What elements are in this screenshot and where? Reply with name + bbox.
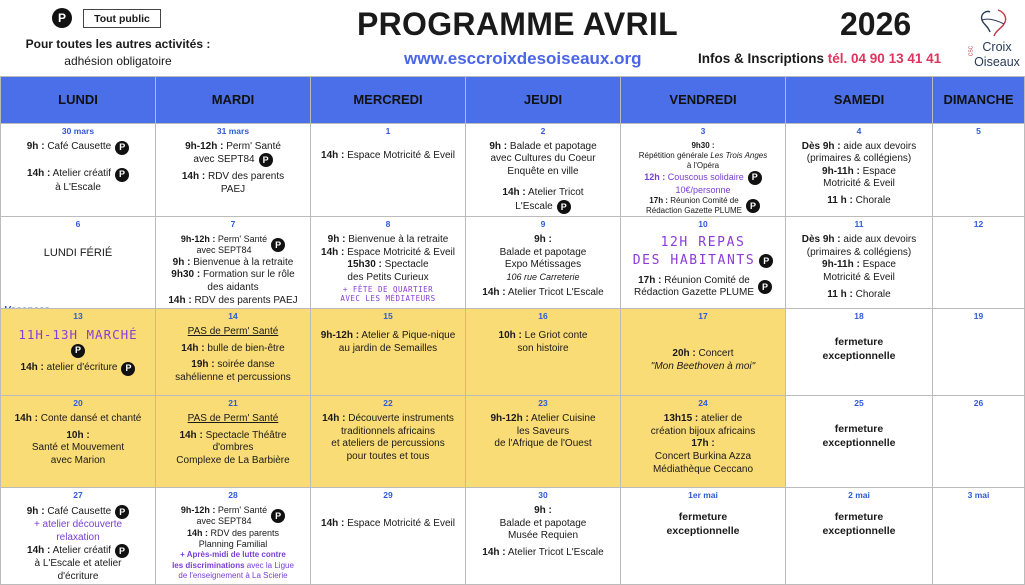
date-number: 3 mai xyxy=(967,490,990,501)
handwritten-note: AVEC LES MÉDIATEURS xyxy=(340,293,436,303)
day-cell-18 xyxy=(786,309,933,396)
event: 15h30 : Spectacle xyxy=(347,259,429,271)
date-number: 21 xyxy=(228,398,238,409)
closed-label: fermeture exceptionnelle xyxy=(822,511,896,537)
date-number: 22 xyxy=(383,398,393,409)
event: Dès 9h : aide aux devoirs xyxy=(801,234,917,246)
p-badge-icon: P xyxy=(115,544,129,558)
week-row-2 xyxy=(1,217,1025,309)
p-badge-icon: P xyxy=(115,141,129,155)
date-number: 30 mars xyxy=(61,126,95,136)
date-number: 10 xyxy=(698,219,708,230)
day-cell-26 xyxy=(933,396,1025,488)
day-header-vendredi: VENDREDI xyxy=(621,77,786,124)
day-cell-3-mai xyxy=(933,488,1025,584)
date-number: 5 xyxy=(976,126,981,136)
day-cell-20: 20 14h : Conte dansé et chanté 10h : Santé et Mouvement avec Marion xyxy=(1,396,156,488)
event: 14h : Conte dansé et chanté xyxy=(14,413,142,425)
day-cell-22: 22 14h : Découverte instruments traditionnels africains et ateliers de percussions pour toutes et tous xyxy=(311,396,466,488)
week-row-1 xyxy=(1,124,1025,217)
website-link[interactable]: www.esccroixdesoiseaux.org xyxy=(404,49,642,68)
event: 9h-12h : Perm' Santé avec SEPT84 P xyxy=(158,234,308,257)
day-cell-30: 30 9h : Balade et papotage Musée Requien 14h : Atelier Tricot L'Escale xyxy=(466,488,621,584)
date-number: 17 xyxy=(698,311,708,322)
event: 9h-12h : Perm' Santé xyxy=(185,140,281,152)
week-row-4 xyxy=(1,396,1025,488)
event: PAS de Perm' Santé xyxy=(187,326,279,338)
event: Répétition générale Les Trois Anges xyxy=(638,150,768,160)
date-number: 27 xyxy=(73,490,83,501)
bird-logo-icon xyxy=(968,6,1024,42)
logo-line2: Oiseaux xyxy=(974,55,1020,69)
event: 11 h : Chorale xyxy=(827,195,891,207)
day-cell-29 xyxy=(311,488,466,584)
day-cell-31-mars: 31 mars 9h-12h : Perm' Santé avec SEPT84 P 14h : RDV des parents PAEJ xyxy=(156,124,311,217)
day-cell-23: 23 9h-12h : Atelier Cuisine les Saveurs de l'Afrique de l'Ouest xyxy=(466,396,621,488)
event: PAS de Perm' Santé xyxy=(187,413,279,425)
event: 14h : Atelier Tricot xyxy=(502,187,584,199)
p-badge-icon: P xyxy=(271,238,285,252)
day-header-mardi: MARDI xyxy=(156,77,311,124)
handwritten-note: 11H-13H MARCHÉ xyxy=(18,327,138,343)
p-badge-icon: P xyxy=(259,153,273,167)
date-number: 6 xyxy=(75,219,81,230)
day-cell-25 xyxy=(786,396,933,488)
logo xyxy=(968,6,1024,70)
date-number: 26 xyxy=(973,398,984,409)
event: 9h : Balade et papotage xyxy=(489,140,597,152)
date-number: 1er mai xyxy=(688,490,718,501)
day-cell-27: 27 9h : Café Causette P + atelier découverte relaxation 14h : Atelier créatif P à L'Escale et atelier d'écriture xyxy=(1,488,156,584)
event: 9h-11h : Espace xyxy=(822,259,896,271)
contact-info xyxy=(698,51,941,66)
event: 9h30 : Formation sur le rôle xyxy=(171,269,295,281)
event: les discriminations avec la Ligue xyxy=(172,560,294,570)
day-cell-8: 8 9h : Bienvenue à la retraite 14h : Espace Motricité & Eveil 15h30 : Spectacle des Petits Curieux + FÊTE DE QUARTIER AVEC LES MÉDIATEURS xyxy=(311,217,466,309)
event: 9h : Bienvenue à la retraite xyxy=(327,234,449,246)
event: 14h : Découverte instruments xyxy=(322,413,454,425)
day-cell-24: 24 13h15 : atelier de création bijoux africains 17h : Concert Burkina Azza Médiathèque Ceccano xyxy=(621,396,786,488)
p-badge-icon: P xyxy=(557,200,571,214)
event: 14h : Espace Motricité & Eveil xyxy=(321,149,455,161)
day-cell-14: 14 PAS de Perm' Santé 14h : bulle de bien-être 19h : soirée danse sahélienne et percussions xyxy=(156,309,311,396)
date-number: 30 xyxy=(538,490,548,501)
event: 14h : RDV des parents PAEJ xyxy=(168,294,298,306)
handwritten-note: DES HABITANTS xyxy=(632,253,756,269)
date-number: 28 xyxy=(228,490,238,501)
calendar-grid xyxy=(0,76,1025,585)
date-number: 31 mars xyxy=(216,126,250,136)
day-cell-4: 4 Dès 9h : aide aux devoirs (primaires & collégiens) 9h-11h : Espace Motricité & Eveil 11 h : Chorale xyxy=(786,124,933,217)
closed-label: fermeture exceptionnelle xyxy=(666,511,740,537)
date-number: 29 xyxy=(383,490,393,501)
event: 13h15 : atelier de xyxy=(663,413,743,425)
p-badge-icon: P xyxy=(121,362,135,376)
event: 17h : Réunion Comité de Rédaction Gazette PLUME P xyxy=(623,275,783,300)
event: 14h : Atelier Tricot L'Escale xyxy=(482,546,604,558)
date-number: 11 xyxy=(854,219,864,230)
p-badge-icon: P xyxy=(52,8,72,28)
page-header xyxy=(0,0,1024,76)
p-badge-icon: P xyxy=(71,344,85,358)
day-header-mercredi: MERCREDI xyxy=(311,77,466,124)
event: 14h : Atelier Tricot L'Escale xyxy=(482,287,604,299)
week-row-5 xyxy=(1,488,1025,584)
day-cell-10 xyxy=(621,217,786,309)
date-number: 2 mai xyxy=(848,490,870,501)
day-cell-1er-mai xyxy=(621,488,786,584)
event: 14h : Spectacle Théâtre xyxy=(179,429,287,441)
day-header-dimanche: DIMANCHE xyxy=(933,77,1025,124)
event: 14h : Atelier créatif P xyxy=(3,168,153,182)
p-badge-icon: P xyxy=(758,280,772,294)
closed-label: fermeture exceptionnelle xyxy=(822,336,896,362)
day-cell-12 xyxy=(933,217,1025,309)
day-cell-6 xyxy=(1,217,156,309)
phone-number: tél. 04 90 13 41 41 xyxy=(827,51,942,66)
date-number: 8 xyxy=(385,219,391,230)
holiday-label: LUNDI FÉRIÉ xyxy=(43,247,113,260)
tout-public-label: Tout public xyxy=(83,9,161,28)
event: 9h-11h : Espace xyxy=(822,165,896,177)
date-number: 2 xyxy=(540,126,546,136)
date-number: 13 xyxy=(73,311,83,322)
event: 17h : Réunion Comité de Rédaction Gazette PLUME P xyxy=(623,196,783,216)
day-header-lundi: LUNDI xyxy=(1,77,156,124)
event: Dès 9h : aide aux devoirs xyxy=(801,140,917,152)
day-cell-1 xyxy=(311,124,466,217)
day-header-jeudi: JEUDI xyxy=(466,77,621,124)
day-cell-19 xyxy=(933,309,1025,396)
p-badge-icon: P xyxy=(115,168,129,182)
weekday-header-row xyxy=(1,77,1025,124)
event: 9h-12h : Atelier Cuisine xyxy=(490,413,596,425)
event: 14h : Atelier créatif P xyxy=(3,544,153,558)
date-number: 4 xyxy=(856,126,862,136)
day-cell-16: 16 10h : Le Griot conte son histoire xyxy=(466,309,621,396)
membership-note-line2: adhésion obligatoire xyxy=(64,54,172,68)
date-number: 14 xyxy=(228,311,238,322)
date-number: 24 xyxy=(698,398,708,409)
date-number: 18 xyxy=(854,311,864,322)
date-number: 25 xyxy=(854,398,864,409)
day-cell-2-mai xyxy=(786,488,933,584)
day-cell-21: 21 PAS de Perm' Santé 14h : Spectacle Théâtre d'ombres Complexe de La Barbière xyxy=(156,396,311,488)
date-number: 12 xyxy=(973,219,984,230)
p-badge-icon: P xyxy=(759,254,773,268)
p-badge-icon: P xyxy=(748,171,762,185)
p-badge-icon: P xyxy=(271,509,285,523)
date-number: 19 xyxy=(973,311,984,322)
event: Santé et Mouvement xyxy=(31,442,125,454)
week-row-3 xyxy=(1,309,1025,396)
p-badge-icon: P xyxy=(115,505,129,519)
event: 12h : Couscous solidaire P xyxy=(623,171,783,185)
date-number: 15 xyxy=(383,311,393,322)
membership-note-line1: Pour toutes les autres activités : xyxy=(25,37,211,51)
day-cell-9: 9 9h : Balade et papotage Expo Métissages 106 rue Carreterie 14h : Atelier Tricot L'Escale xyxy=(466,217,621,309)
event: 14h : Espace Motricité & Eveil xyxy=(321,518,455,530)
event: 20h : Concert xyxy=(672,348,734,360)
event: 19h : soirée danse xyxy=(191,359,275,371)
event: 14h : bulle de bien-être xyxy=(181,342,285,354)
handwritten-note: 12H REPAS xyxy=(660,235,746,251)
event: 14h : RDV des parents xyxy=(186,527,280,538)
event: 9h-12h : Perm' Santé avec SEPT84 P xyxy=(158,505,308,528)
closed-label: fermeture exceptionnelle xyxy=(822,423,896,449)
p-badge-icon: P xyxy=(746,199,760,213)
page-year: 2026 xyxy=(840,6,912,42)
date-number: 7 xyxy=(230,219,236,230)
event: 9h : Café Causette P xyxy=(3,505,153,519)
date-number: 3 xyxy=(700,126,706,136)
day-cell-2: 2 9h : Balade et papotage avec Cultures du Coeur Enquête en ville 14h : Atelier Tricot L'Escale P xyxy=(466,124,621,217)
day-cell-7: 7 9h-12h : Perm' Santé avec SEPT84 P 9h : Bienvenue à la retraite 9h30 : Formation sur le rôle des aidants 14h : RDV des parents PAEJ xyxy=(156,217,311,309)
date-number: 9 xyxy=(540,219,546,230)
day-cell-5 xyxy=(933,124,1025,217)
day-cell-13 xyxy=(1,309,156,396)
event: Balade et papotage xyxy=(499,246,587,258)
event: 11 h : Chorale xyxy=(827,288,891,300)
date-number: 16 xyxy=(538,311,548,322)
infos-label: Infos & Inscriptions xyxy=(698,51,825,66)
date-number: 1 xyxy=(385,126,391,136)
page-title: PROGRAMME AVRIL xyxy=(357,6,678,42)
date-number: 20 xyxy=(73,398,83,409)
handwritten-note: + FÊTE DE QUARTIER xyxy=(342,284,434,294)
event: 14h : RDV des parents xyxy=(181,171,285,183)
event: Balade et papotage xyxy=(499,517,587,529)
date-number: 23 xyxy=(538,398,548,409)
logo-csc: CSC xyxy=(968,45,975,57)
event: 9h : Café Causette P xyxy=(3,141,153,155)
day-cell-15: 15 9h-12h : Atelier & Pique-nique au jardin de Semailles xyxy=(311,309,466,396)
day-cell-17: 17 20h : Concert "Mon Beethoven à moi" xyxy=(621,309,786,396)
event: Concert Burkina Azza xyxy=(654,450,752,462)
event: 10h : Le Griot conte xyxy=(498,330,588,342)
day-cell-30-mars: 30 mars 9h : Café Causette P 14h : Atelier créatif P à L'Escale xyxy=(1,124,156,217)
event: 9h : Bienvenue à la retraite xyxy=(172,256,294,268)
event: 14h : Espace Motricité & Eveil xyxy=(321,246,455,258)
logo-line1: Croix xyxy=(982,40,1012,54)
day-cell-11: 11 Dès 9h : aide aux devoirs (primaires & collégiens) 9h-11h : Espace Motricité & Eveil 11 h : Chorale xyxy=(786,217,933,309)
day-header-samedi: SAMEDI xyxy=(786,77,933,124)
event: 9h-12h : Atelier & Pique-nique xyxy=(320,330,456,342)
day-cell-28: 28 9h-12h : Perm' Santé avec SEPT84 P 14h : RDV des parents Planning Familial + Après-midi de lutte contre les discriminations avec la Ligue de l'enseignement à La Scierie xyxy=(156,488,311,584)
event: 14h : atelier d'écriture P xyxy=(3,362,153,376)
day-cell-3: 3 9h30 : Répétition générale Les Trois Anges à l'Opéra 12h : Couscous solidaire P 10€/personne 17h : Réunion Comité de Rédaction Gazette PLUME P xyxy=(621,124,786,217)
